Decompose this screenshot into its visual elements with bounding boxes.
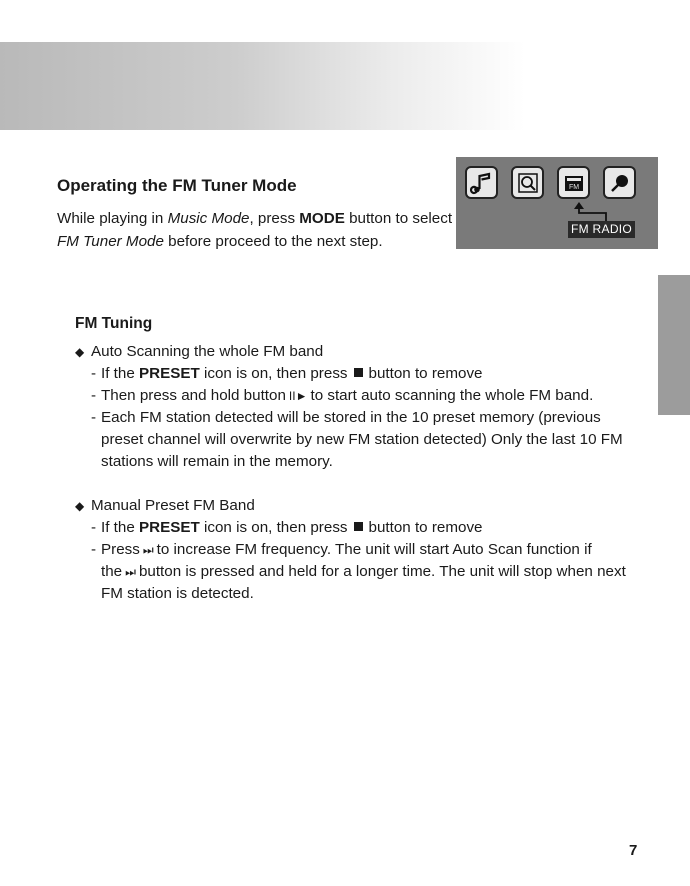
intro-text: button to select <box>344 210 453 227</box>
list-item-text: button to remove <box>368 365 483 382</box>
diamond-bullet-icon: ◆ <box>75 345 85 359</box>
auto-scan-bullet <box>75 341 635 363</box>
dash-marker: - <box>91 519 97 536</box>
dash-marker: - <box>91 365 97 382</box>
stop-button-icon <box>354 522 363 531</box>
fm-tuner-mode-text: FM Tuner Mode <box>57 233 164 250</box>
mode-icon-panel <box>456 157 658 249</box>
intro-paragraph <box>57 207 457 253</box>
stop-button-icon <box>354 368 363 377</box>
list-item <box>75 385 635 407</box>
page-title: Operating the FM Tuner Mode <box>57 176 297 195</box>
mode-key-text: MODE <box>299 210 345 227</box>
list-item <box>75 539 635 605</box>
section-heading: FM Tuning <box>75 315 153 332</box>
preset-key-text: PRESET <box>139 365 200 382</box>
fm-radio-icon-text: FM <box>568 183 579 191</box>
fm-radio-label: FM RADIO <box>568 221 635 238</box>
intro-text: While playing in <box>57 210 168 227</box>
list-item-text: to start auto scanning the whole FM band. <box>310 387 594 404</box>
list-item-text: button is pressed and held for a longer time. The unit will stop when next FM station is detected. <box>101 563 626 602</box>
preset-key-text: PRESET <box>139 519 200 536</box>
list-item-text: Each FM station detected will be stored in the 10 preset memory (previous preset channel will overwrite by new FM station detected) Only the last 10 FM stations will remain in the memory. <box>101 409 623 470</box>
diamond-bullet-icon: ◆ <box>75 499 85 513</box>
manual-preset-heading: Manual Preset FM Band <box>91 497 255 514</box>
dash-marker: - <box>91 409 97 426</box>
list-item-text: icon is on, then press <box>199 365 348 382</box>
intro-text: , press <box>249 210 300 227</box>
list-item-text: to increase FM frequency. The unit will start Auto Scan function if the <box>101 541 592 580</box>
dash-marker: - <box>91 387 97 404</box>
list-item-text: Press <box>101 541 140 558</box>
next-button-icon: ⏭ <box>125 565 136 579</box>
manual-preset-bullet <box>75 495 635 517</box>
fm-radio-icon <box>557 166 590 199</box>
microphone-icon <box>603 166 636 199</box>
dash-marker: - <box>91 541 97 558</box>
page-number: 7 <box>629 842 638 859</box>
list-item <box>75 363 635 385</box>
list-item-text: icon is on, then press <box>199 519 348 536</box>
list-item-text: If the <box>101 365 139 382</box>
music-note-icon <box>465 166 498 199</box>
list-item-text: button to remove <box>368 519 483 536</box>
intro-text: before proceed to the next step. <box>163 233 383 250</box>
header-band <box>0 42 525 130</box>
fm-tuning-section <box>75 313 635 605</box>
list-item <box>75 517 635 539</box>
next-button-icon: ⏭ <box>142 543 154 557</box>
auto-scan-heading: Auto Scanning the whole FM band <box>91 343 324 360</box>
list-item-text: If the <box>101 519 139 536</box>
list-item-text: Then press and hold button <box>101 387 286 404</box>
list-item <box>75 407 635 473</box>
music-mode-text: Music Mode <box>167 210 250 227</box>
play-pause-button-icon: II► <box>288 389 308 403</box>
search-icon <box>511 166 544 199</box>
spacer <box>75 473 635 495</box>
chapter-side-tab <box>658 275 690 415</box>
